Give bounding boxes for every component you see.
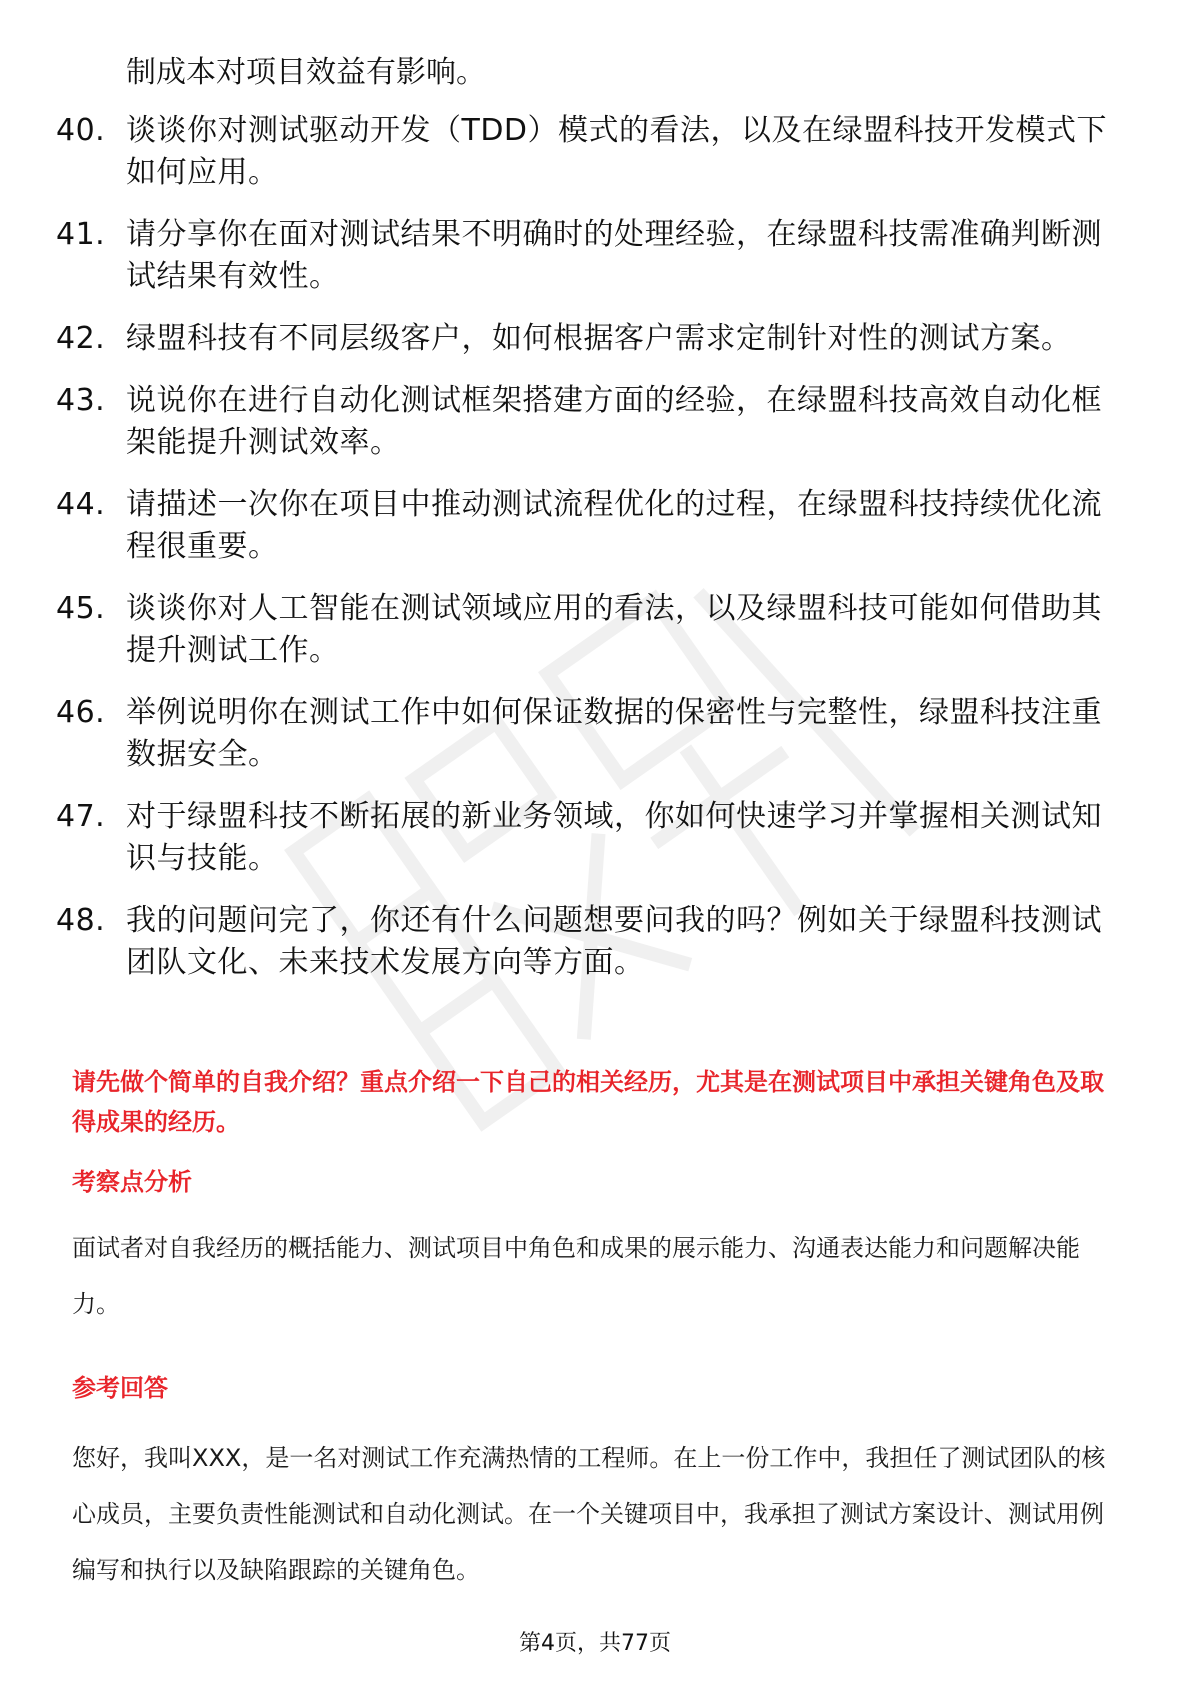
question-item [56, 796, 1116, 880]
question-text: 绿盟科技有不同层级客户，如何根据客户需求定制针对性的测试方案。 [126, 321, 1072, 356]
featured-question: 请先做个简单的自我介绍？重点介绍一下自己的相关经历，尤其是在测试项目中承担关键角色及取得成果的经历。 [72, 1068, 1104, 1136]
analysis-heading: 考察点分析 [72, 1168, 192, 1196]
question-text: 我的问题问完了，你还有什么问题想要问我的吗？例如关于绿盟科技测试团队文化、未来技术发展方向等方面。 [126, 903, 1102, 980]
question-number: 45. [56, 591, 106, 626]
question-number: 42. [56, 321, 106, 356]
question-number: 47. [56, 799, 106, 834]
question-item [56, 214, 1116, 298]
question-text: 举例说明你在测试工作中如何保证数据的保密性与完整性，绿盟科技注重数据安全。 [126, 695, 1102, 772]
question-list [56, 110, 1116, 1004]
answer-heading: 参考回答 [72, 1374, 168, 1402]
continuation-line: 制成本对项目效益有影响。 [126, 55, 486, 90]
answer-text: 您好，我叫XXX，是一名对测试工作充满热情的工程师。在上一份工作中，我担任了测试团队的核心成员，主要负责性能测试和自动化测试。在一个关键项目中，我承担了测试方案设计、测试用例编写和执行以及缺陷跟踪的关键角色。 [72, 1444, 1106, 1584]
question-item [56, 900, 1116, 984]
question-item [56, 318, 1116, 360]
page-footer: 第4页，共77页 [519, 1631, 671, 1656]
question-text: 请分享你在面对测试结果不明确时的处理经验，在绿盟科技需准确判断测试结果有效性。 [126, 217, 1102, 294]
question-item [56, 484, 1116, 568]
question-text: 说说你在进行自动化测试框架搭建方面的经验，在绿盟科技高效自动化框架能提升测试效率。 [126, 383, 1102, 460]
question-item [56, 588, 1116, 672]
question-number: 41. [56, 217, 106, 252]
analysis-text: 面试者对自我经历的概括能力、测试项目中角色和成果的展示能力、沟通表达能力和问题解决能力。 [72, 1234, 1080, 1318]
question-text: 谈谈你对人工智能在测试领域应用的看法，以及绿盟科技可能如何借助其提升测试工作。 [126, 591, 1102, 668]
question-number: 43. [56, 383, 106, 418]
question-text: 对于绿盟科技不断拓展的新业务领域，你如何快速学习并掌握相关测试知识与技能。 [126, 799, 1102, 876]
question-item [56, 110, 1116, 194]
question-number: 44. [56, 487, 106, 522]
question-number: 48. [56, 903, 106, 938]
question-number: 46. [56, 695, 106, 730]
question-text: 谈谈你对测试驱动开发（TDD）模式的看法，以及在绿盟科技开发模式下如何应用。 [126, 113, 1108, 190]
question-item [56, 692, 1116, 776]
question-item [56, 380, 1116, 464]
question-text: 请描述一次你在项目中推动测试流程优化的过程，在绿盟科技持续优化流程很重要。 [126, 487, 1102, 564]
question-number: 40. [56, 113, 106, 148]
